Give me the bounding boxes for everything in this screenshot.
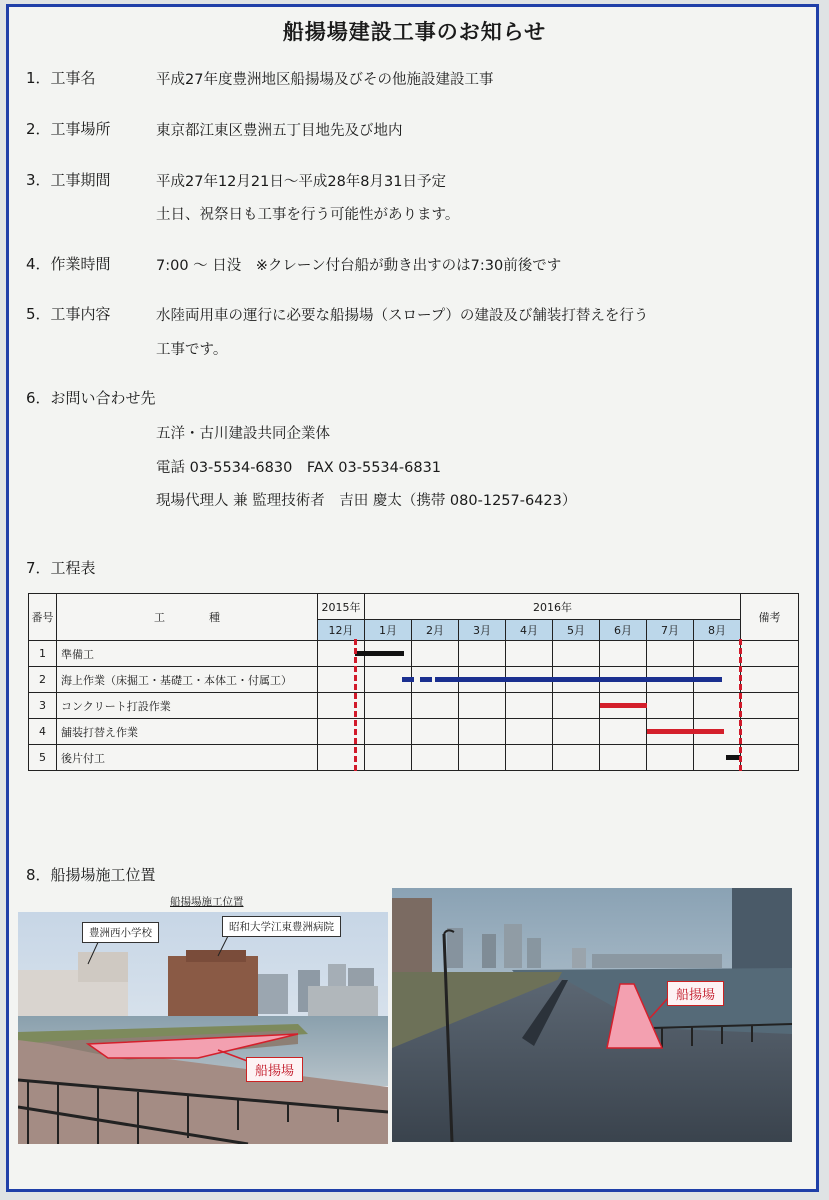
photo-right-scene xyxy=(392,888,792,1142)
month-header-5: 4月 xyxy=(506,620,553,641)
period-end-line xyxy=(739,639,742,771)
row-number: 1 xyxy=(29,641,57,667)
month-cell xyxy=(506,719,553,745)
month-cell xyxy=(553,693,600,719)
month-cell xyxy=(459,693,506,719)
month-cell xyxy=(600,745,647,771)
callout-hospital: 昭和大学江東豊洲病院 xyxy=(222,916,341,937)
month-header-3: 2月 xyxy=(412,620,459,641)
photo-right-ramp-label: 船揚場 xyxy=(667,981,724,1006)
month-cell xyxy=(506,693,553,719)
schedule-row xyxy=(29,693,799,719)
row-number: 2 xyxy=(29,667,57,693)
schedule-bar xyxy=(647,729,725,734)
header-remarks: 備考 xyxy=(741,594,799,641)
item-3-label: 3．工事期間 xyxy=(26,171,111,189)
month-cell xyxy=(647,641,694,667)
schedule-heading: 7．工程表 xyxy=(26,559,96,577)
month-cell xyxy=(694,641,741,667)
item-3-value-2: 土日、祝祭日も工事を行う可能性があります。 xyxy=(156,207,460,223)
header-year-2016: 2016年 xyxy=(365,594,741,620)
photo-left-ramp-label: 船揚場 xyxy=(246,1057,303,1082)
callout-school: 豊洲西小学校 xyxy=(82,922,159,943)
month-cell xyxy=(412,745,459,771)
month-cell xyxy=(600,719,647,745)
month-cell xyxy=(553,745,600,771)
remarks-cell xyxy=(741,641,799,667)
item-3-value-1: 平成27年12月21日～平成28年8月31日予定 xyxy=(156,174,446,190)
location-heading: 8．船揚場施工位置 xyxy=(26,866,156,884)
month-header-9: 8月 xyxy=(694,620,741,641)
row-number: 5 xyxy=(29,745,57,771)
month-cell xyxy=(647,745,694,771)
month-cell xyxy=(553,641,600,667)
page-title: 船揚場建設工事のお知らせ xyxy=(282,20,547,44)
month-cell xyxy=(318,719,365,745)
item-5-value-2: 工事です。 xyxy=(156,342,228,358)
month-cell xyxy=(553,719,600,745)
schedule-row xyxy=(29,641,799,667)
item-6-label: 6．お問い合わせ先 xyxy=(26,389,156,407)
month-header-7: 6月 xyxy=(600,620,647,641)
schedule-bar xyxy=(402,677,435,682)
month-header-1: 12月 xyxy=(318,620,365,641)
row-number: 4 xyxy=(29,719,57,745)
remarks-cell xyxy=(741,667,799,693)
header-work-type: 工 種 xyxy=(57,594,318,641)
schedule-bar xyxy=(355,651,404,656)
photo-left xyxy=(18,912,388,1144)
item-4-value: 7:00 ～ 日没 ※クレーン付台船が動き出すのは7:30前後です xyxy=(156,258,562,274)
row-task-name: コンクリート打設作業 xyxy=(57,693,318,719)
row-task-name: 後片付工 xyxy=(57,745,318,771)
month-cell xyxy=(365,693,412,719)
month-cell xyxy=(694,693,741,719)
month-cell xyxy=(365,719,412,745)
photo-left-heading: 船揚場施工位置 xyxy=(170,896,244,908)
schedule-bar xyxy=(435,677,722,682)
row-task-name: 準備工 xyxy=(57,641,318,667)
remarks-cell xyxy=(741,745,799,771)
item-1-value: 平成27年度豊洲地区船揚場及びその他施設建設工事 xyxy=(156,72,494,88)
schedule-table xyxy=(28,593,799,771)
month-cell xyxy=(412,693,459,719)
header-number: 番号 xyxy=(29,594,57,641)
row-number: 3 xyxy=(29,693,57,719)
item-1-label: 1．工事名 xyxy=(26,69,96,87)
item-2-label: 2．工事場所 xyxy=(26,120,111,138)
month-header-4: 3月 xyxy=(459,620,506,641)
month-cell xyxy=(647,693,694,719)
remarks-cell xyxy=(741,693,799,719)
photo-right xyxy=(392,888,792,1142)
month-cell xyxy=(506,745,553,771)
contact-phone: 電話 03-5534-6830 FAX 03-5534-6831 xyxy=(156,460,442,476)
item-4-label: 4．作業時間 xyxy=(26,255,111,273)
item-2-value: 東京都江東区豊洲五丁目地先及び地内 xyxy=(156,123,403,139)
remarks-cell xyxy=(741,719,799,745)
month-cell xyxy=(365,745,412,771)
month-cell xyxy=(412,641,459,667)
row-task-name: 海上作業（床掘工・基礎工・本体工・付属工） xyxy=(57,667,318,693)
row-task-name: 舗装打替え作業 xyxy=(57,719,318,745)
period-start-line xyxy=(354,639,357,771)
schedule-row xyxy=(29,745,799,771)
item-5-label: 5．工事内容 xyxy=(26,305,111,323)
photo-left-scene xyxy=(18,912,388,1144)
month-cell xyxy=(318,667,365,693)
contact-company: 五洋・古川建設共同企業体 xyxy=(156,426,330,442)
month-cell xyxy=(600,641,647,667)
month-header-8: 7月 xyxy=(647,620,694,641)
month-header-6: 5月 xyxy=(553,620,600,641)
contact-manager: 現場代理人 兼 監理技術者 吉田 慶太（携帯 080-1257-6423） xyxy=(156,493,577,509)
header-year-2015: 2015年 xyxy=(318,594,365,620)
item-5-value-1: 水陸両用車の運行に必要な船揚場（スロープ）の建設及び舗装打替えを行う xyxy=(156,308,649,324)
month-cell xyxy=(459,745,506,771)
schedule-bar xyxy=(600,703,647,708)
month-cell xyxy=(459,719,506,745)
month-cell xyxy=(459,641,506,667)
month-cell xyxy=(506,641,553,667)
month-cell xyxy=(318,693,365,719)
month-cell xyxy=(318,745,365,771)
month-cell xyxy=(412,719,459,745)
month-header-2: 1月 xyxy=(365,620,412,641)
